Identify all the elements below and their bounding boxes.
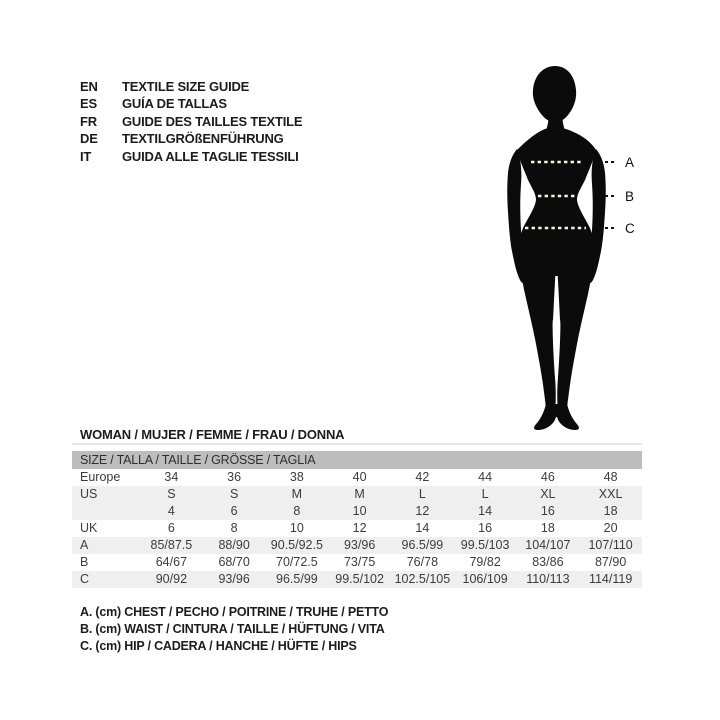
language-title: TEXTILE SIZE GUIDE (122, 79, 250, 94)
silhouette-leg-right (557, 244, 593, 412)
table-cell: 6 (230, 504, 238, 518)
table-row-hip (72, 571, 642, 588)
table-cell: S (167, 487, 176, 501)
table-cell: 36 (227, 470, 242, 484)
table-cell: 44 (478, 470, 493, 484)
table-cell: 70/72.5 (276, 555, 318, 569)
table-cell: 99.5/102 (335, 572, 384, 586)
legend-item-hip: C. (cm) HIP / CADERA / HANCHE / HÜFTE / HIPS (80, 639, 357, 654)
language-code: ES (80, 96, 97, 112)
row-label: UK (80, 521, 98, 535)
category-line: WOMAN / MUJER / FEMME / FRAU / DONNA (80, 427, 345, 442)
table-cell: 14 (415, 521, 430, 535)
language-code: EN (80, 79, 98, 94)
table-cell: L (418, 487, 426, 501)
language-code: DE (80, 131, 98, 147)
table-row-waist (72, 554, 642, 571)
size-table-header: SIZE / TALLA / TAILLE / GRÖSSE / TAGLIA (72, 451, 642, 469)
table-cell: 48 (603, 470, 618, 484)
row-label: US (80, 487, 98, 501)
table-cell: XL (540, 487, 556, 501)
language-code: IT (80, 148, 92, 164)
table-cell: 96.5/99 (401, 538, 444, 552)
table-cell: 64/67 (155, 555, 188, 569)
table-cell: 8 (230, 521, 238, 535)
table-cell: 96.5/99 (276, 572, 318, 586)
table-row-chest (72, 537, 642, 554)
silhouette-feet (534, 404, 579, 430)
table-cell: 12 (415, 504, 430, 518)
table-cell: 10 (289, 521, 304, 535)
table-cell: 10 (352, 504, 367, 518)
row-label: C (80, 572, 90, 586)
measure-label-a: A (625, 155, 635, 170)
table-cell: 93/96 (343, 538, 376, 552)
table-cell: 85/87.5 (150, 538, 193, 552)
legend-item-waist: B. (cm) WAIST / CINTURA / TAILLE / HÜFTUNG / VITA (80, 622, 385, 637)
table-cell: 16 (540, 504, 555, 518)
table-cell: 114/119 (588, 572, 633, 586)
table-cell: S (229, 487, 239, 501)
row-label: B (80, 555, 89, 569)
table-cell: 34 (164, 470, 179, 484)
table-cell: 42 (415, 470, 430, 484)
table-cell: M (291, 487, 303, 501)
table-cell: 46 (540, 470, 555, 484)
table-cell: 38 (289, 470, 304, 484)
table-cell: 104/107 (525, 538, 571, 552)
table-cell: 8 (293, 504, 301, 518)
table-cell: 102.5/105 (394, 572, 451, 586)
table-cell: 73/75 (343, 555, 376, 569)
table-cell: 20 (603, 521, 618, 535)
table-cell: 18 (540, 521, 555, 535)
table-cell: 79/82 (469, 555, 501, 569)
table-cell: 16 (478, 521, 493, 535)
silhouette-leg-left (520, 244, 556, 412)
table-row-europe (72, 469, 642, 486)
table-cell: 6 (167, 521, 175, 535)
language-code: FR (80, 113, 97, 129)
table-cell: 87/90 (594, 555, 627, 569)
row-label: A (80, 538, 89, 552)
measure-label-c: C (625, 221, 635, 236)
table-cell: 88/90 (218, 538, 250, 552)
size-table (72, 443, 642, 588)
table-cell: 14 (478, 504, 493, 518)
table-row-us-letter (72, 486, 642, 503)
language-title: GUÍA DE TALLAS (122, 96, 227, 112)
measurement-legend (80, 604, 388, 656)
table-cell: 40 (352, 470, 367, 484)
table-cell: 90/92 (155, 572, 188, 586)
table-row-uk (72, 520, 642, 537)
table-cell: 4 (167, 504, 175, 518)
table-cell: 12 (352, 521, 367, 535)
table-cell: M (354, 487, 365, 501)
table-cell: 68/70 (218, 555, 250, 569)
row-label: Europe (80, 470, 121, 484)
table-cell: 93/96 (218, 572, 250, 586)
legend-item-chest: A. (cm) CHEST / PECHO / POITRINE / TRUHE / PETTO (80, 605, 389, 619)
table-cell: 83/86 (532, 555, 564, 569)
language-title: GUIDE DES TAILLES TEXTILE (122, 113, 303, 129)
table-cell: 99.5/103 (460, 538, 510, 552)
table-cell: XXL (598, 487, 623, 501)
language-title: GUIDA ALLE TAGLIE TESSILI (122, 148, 299, 164)
table-cell: 18 (603, 504, 618, 518)
table-cell: 76/78 (406, 555, 439, 569)
measure-label-b: B (625, 189, 635, 204)
table-row-us-numeric (72, 503, 642, 520)
table-cell: 106/109 (462, 572, 508, 586)
table-cell: 90.5/92.5 (270, 538, 323, 552)
row-label (72, 503, 140, 520)
table-cell: 107/110 (588, 538, 633, 552)
table-cell: L (481, 487, 489, 501)
table-cell: 110/113 (526, 572, 570, 586)
language-title: TEXTILGRÖßENFÜHRUNG (122, 131, 284, 147)
